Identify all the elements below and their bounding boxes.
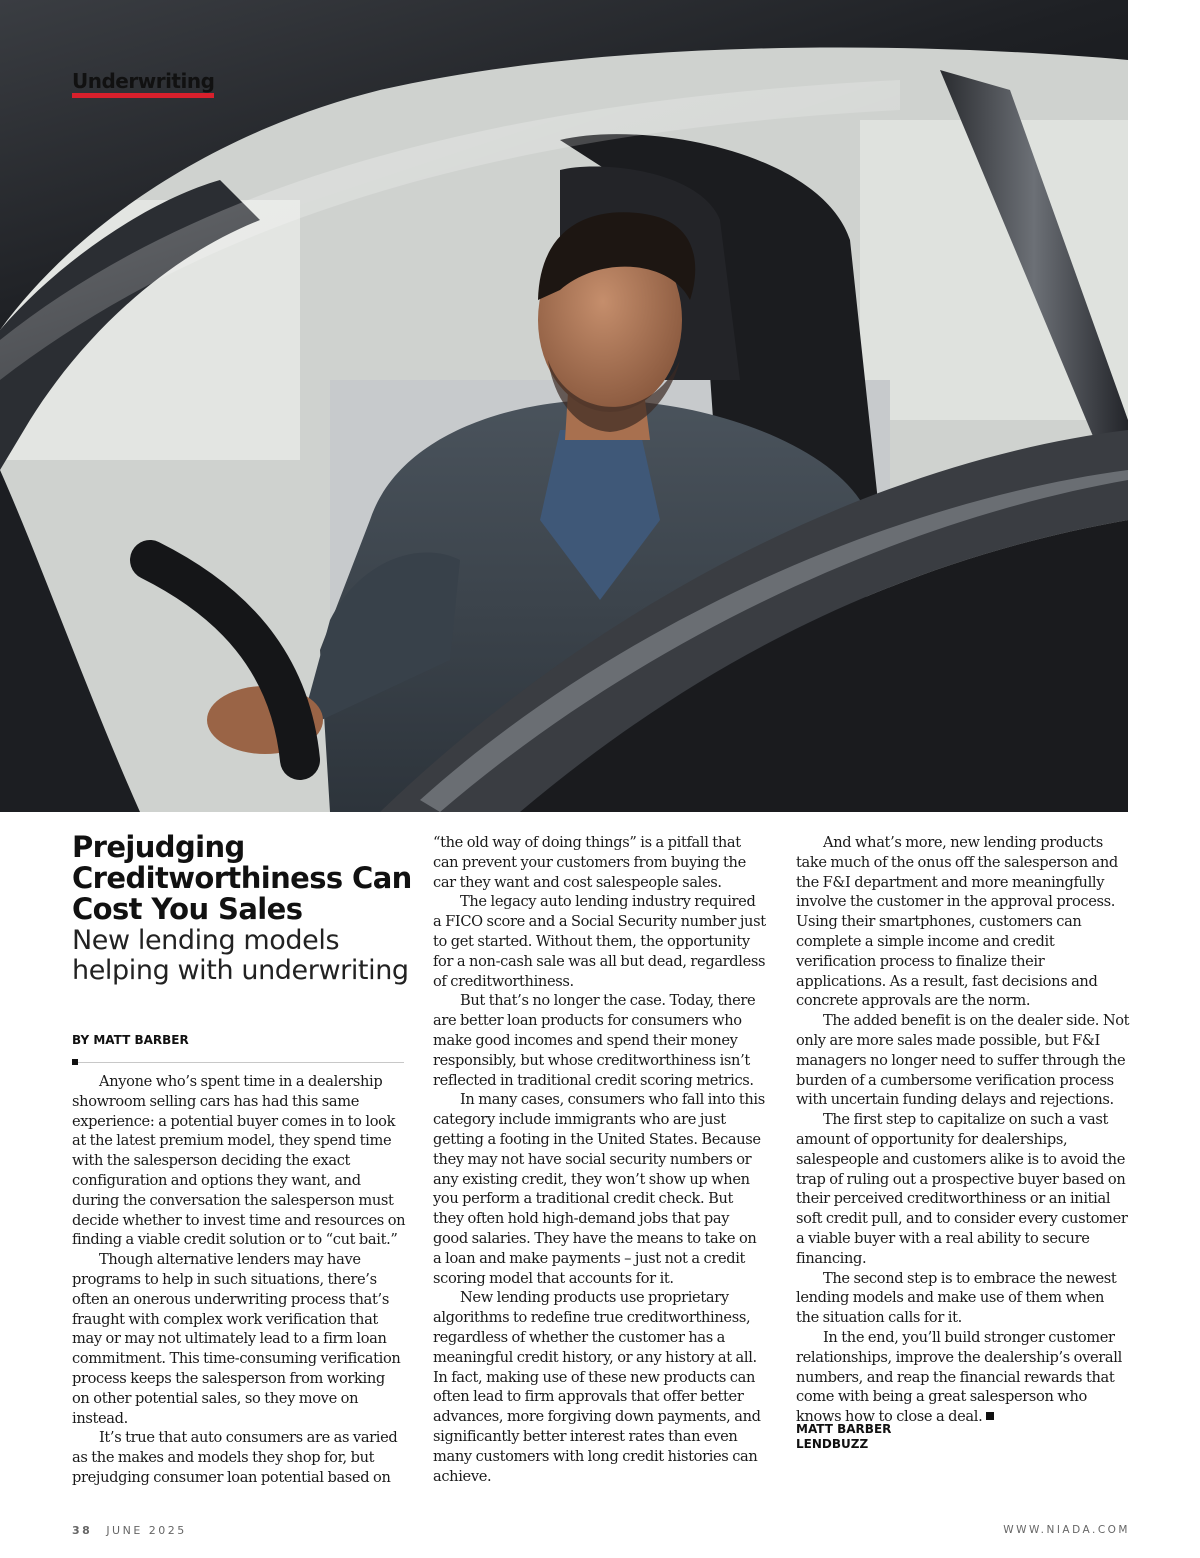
footer-left: [72, 1524, 187, 1537]
paragraph: The first step to capitalize on such a vast amount of opportunity for dealerships, salespeople and customers alike is to avoid the trap of ruling out a prospective buyer based on their perceived creditworthiness or an initial soft credit pull, and to consider every customer a viable buyer with a real ability to secure financing.: [796, 1111, 1128, 1267]
paragraph: The second step is to embrace the newest lending models and make use of them when the situation calls for it.: [796, 1269, 1117, 1327]
paragraph-last: [796, 1328, 1130, 1427]
paragraph: And what’s more, new lending products take much of the onus off the salesperson and the F&I department and more meaningfully involve the customer in the approval process. Using their smartphones, customers can complete a simple income and credit verification process to finalize their applications. As a result, fast decisions and concrete approvals are the norm.: [796, 834, 1118, 1010]
byline: BY MATT BARBER: [72, 1033, 189, 1047]
article-column-1: [72, 1072, 406, 1488]
paragraph: “the old way of doing things” is a pitfall that can prevent your customers from buying the car they want and cost salespeople sales.: [433, 834, 746, 891]
author-block: [796, 1422, 891, 1452]
article-column-3: [796, 833, 1130, 1427]
byline-divider: [72, 1062, 404, 1063]
page-number: 38: [72, 1524, 93, 1537]
paragraph: Though alternative lenders may have programs to help in such situations, there’s often an onerous underwriting process that’s fraught with complex work verification that may or may not ultimately lead to a firm loan commitment. This time-consuming verification process keeps the salesperson from working on other potential sales, so they move on instead.: [72, 1251, 401, 1427]
paragraph: In many cases, consumers who fall into this category include immigrants who are just getting a footing in the United States. Because they may not have social security numbers or any existing credit, they won’t show up when you perform a traditional credit check. But they often hold high-demand jobs that pay good salaries. They have the means to take on a loan and make payments – just not a credit scoring model that accounts for it.: [433, 1091, 765, 1287]
paragraph: The added benefit is on the dealer side. Not only are more sales made possible, but F&I managers no longer need to suffer through the burden of a cumbersome verification process with uncertain funding delays and rejections.: [796, 1012, 1130, 1109]
author-company: LENDBUZZ: [796, 1437, 869, 1451]
paragraph: It’s true that auto consumers are as varied as the makes and models they shop for, but prejudging consumer loan potential based on: [72, 1429, 398, 1486]
footer-website: WWW.NIADA.COM: [1003, 1524, 1130, 1536]
article-headline: Prejudging Creditworthiness Can Cost You Sales: [72, 830, 412, 926]
end-of-article-mark: [986, 1412, 994, 1420]
paragraph: The legacy auto lending industry required a FICO score and a Social Security number just to get started. Without them, the opportunity for a non-cash sale was all but dead, regardless of creditworthiness.: [433, 893, 766, 990]
section-tag: Underwriting: [72, 70, 214, 98]
paragraph: But that’s no longer the case. Today, there are better loan products for consumers who make good incomes and spend their money responsibly, but whose creditworthiness isn’t reflected in traditional credit scoring metrics.: [433, 992, 756, 1089]
paragraph: Anyone who’s spent time in a dealership showroom selling cars has had this same experience: a potential buyer comes in to look at the latest premium model, they spend time with the salesperson deciding the exact configuration and options they want, and during the conversation the salesperson must decide whether to invest time and resources on finding a viable credit solution or to “cut bait.”: [72, 1073, 406, 1249]
article-column-2: [433, 833, 767, 1486]
paragraph: New lending products use proprietary algorithms to redefine true creditworthiness, regardless of whether the customer has a meaningful credit history, or any history at all. In fact, making use of these new products can often lead to firm approvals that offer better advances, more forgiving down payments, and significantly better interest rates than even many customers with long credit histories can achieve.: [433, 1289, 761, 1485]
car-driver-illustration: [0, 0, 1128, 812]
paragraph-text: In the end, you’ll build stronger customer relationships, improve the dealership’s overall numbers, and reap the financial rewards that come with being a great salesperson who knows how to close a deal.: [796, 1328, 1122, 1426]
author-name: MATT BARBER: [796, 1422, 892, 1436]
hero-photo: [0, 0, 1128, 812]
article-subhead: New lending models helping with underwriting: [72, 925, 409, 986]
issue-date: JUNE 2025: [106, 1524, 187, 1537]
byline-square-marker: [72, 1059, 78, 1065]
